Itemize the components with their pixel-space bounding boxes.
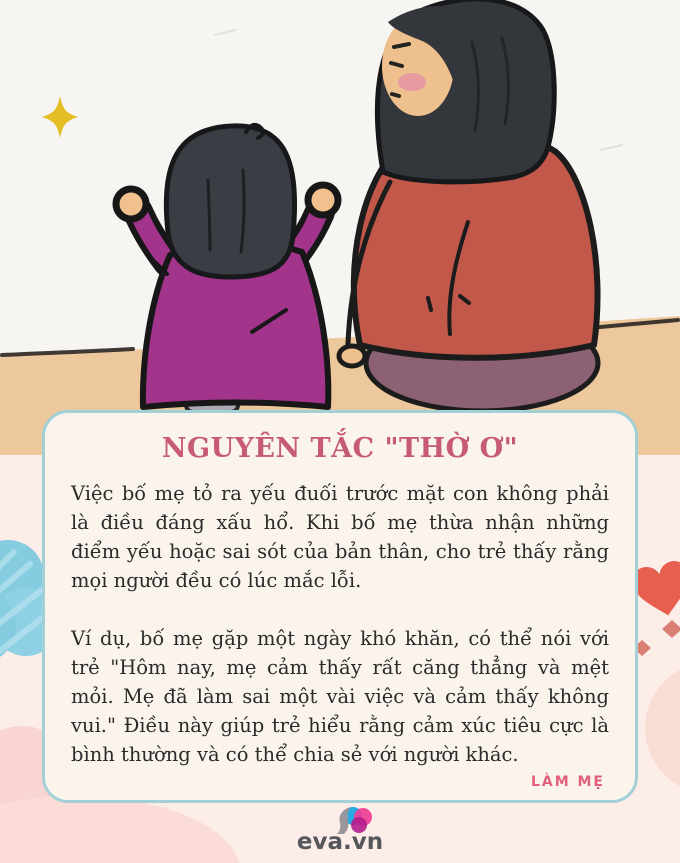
- text-card: [42, 410, 638, 803]
- card-body: [71, 479, 609, 769]
- paragraph-2: Ví dụ, bố mẹ gặp một ngày khó khăn, có thể nói với trẻ "Hôm nay, mẹ cảm thấy rất căng thẳng và mệt mỏi. Mẹ đã làm sai một vài việc và cảm thấy không vui." Điều này giúp trẻ hiểu rằng cảm xúc tiêu cực là bình thường và có thể chia sẻ với người khác.: [71, 627, 609, 766]
- logo-text: eva.vn: [296, 829, 384, 855]
- card-title: NGUYÊN TẮC "THỜ Ơ": [161, 433, 519, 464]
- category-label: LÀM MẸ: [530, 774, 605, 790]
- brand-logo: [0, 806, 680, 855]
- pink-circle-right: [645, 662, 680, 794]
- paragraph-1: Việc bố mẹ tỏ ra yếu đuối trước mặt con không phải là điều đáng xấu hổ. Khi bố mẹ thừa nhận những điểm yếu hoặc sai sót của bản thân, cho trẻ thấy rằng mọi người đều có lúc mắc lỗi.: [71, 482, 609, 592]
